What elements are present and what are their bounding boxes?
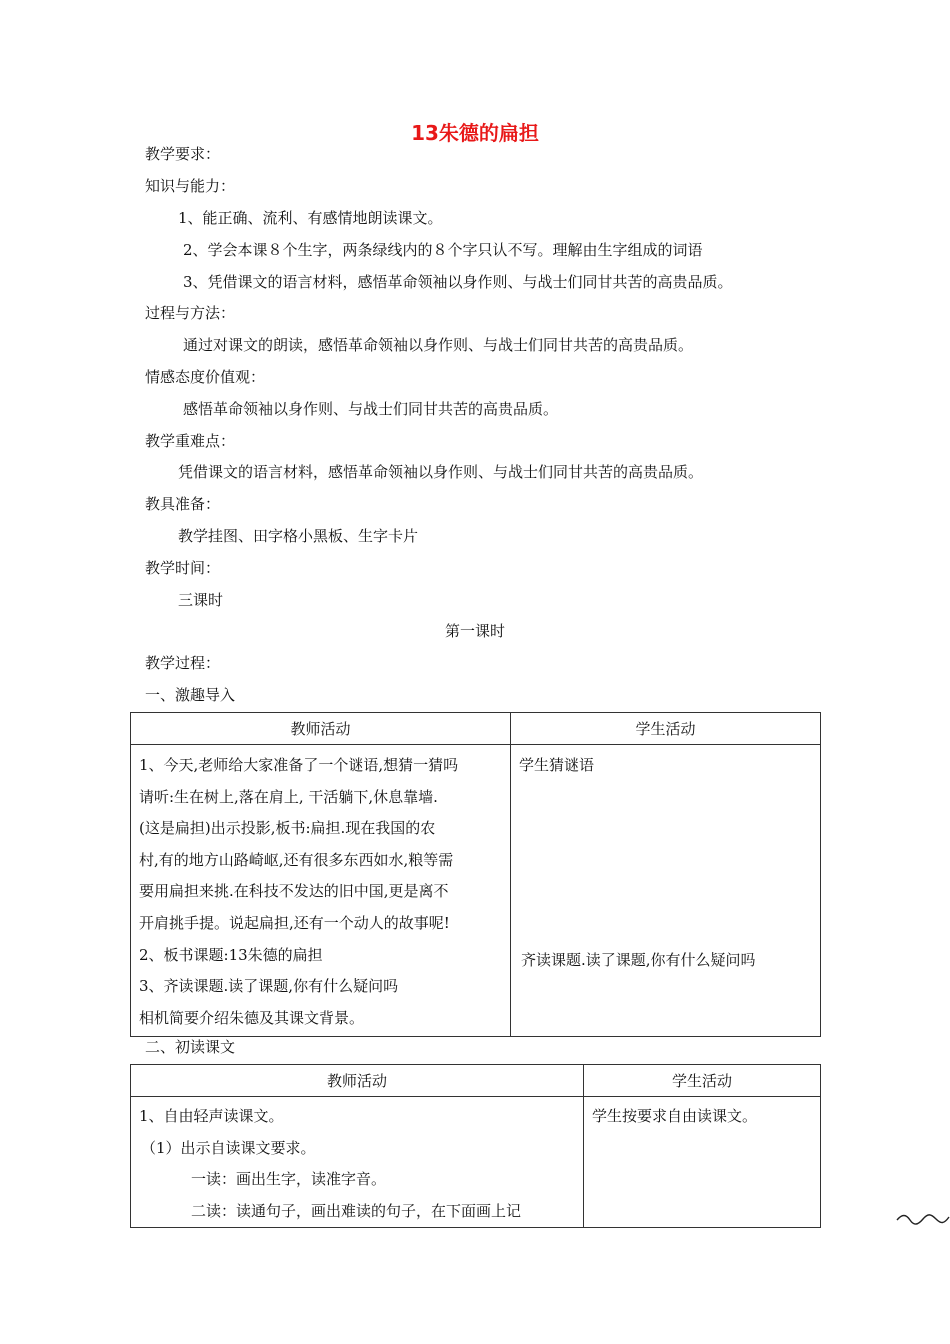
teacher-line: 一读：画出生字，读准字音。: [191, 1170, 387, 1189]
teacher-line: 相机简要介绍朱德及其课文背景。: [139, 1008, 365, 1027]
part-2-heading: 二、初读课文: [145, 1038, 236, 1056]
emotion-text: 感悟革命领袖以身作则、与战士们同甘共苦的高贵品质。: [183, 400, 559, 418]
student-activity-cell: [511, 745, 821, 1037]
heading-time: 教学时间：: [145, 559, 221, 577]
document-title: 13朱德的扁担: [411, 121, 539, 145]
teacher-activity-header: 教师活动: [131, 1065, 584, 1097]
key-points-text: 凭借课文的语言材料，感悟革命领袖以身作则、与战士们同甘共苦的高贵品质。: [178, 463, 704, 481]
process-text: 通过对课文的朗读，感悟革命领袖以身作则、与战士们同甘共苦的高贵品质。: [183, 336, 694, 354]
time-text: 三课时: [178, 591, 224, 609]
student-line: 齐读课题.读了课题,你有什么疑问吗: [521, 951, 756, 969]
student-activity-cell: [584, 1097, 821, 1228]
knowledge-item-3: 3、凭借课文的语言材料，感悟革命领袖以身作则、与战士们同甘共苦的高贵品质。: [183, 273, 733, 291]
teacher-line: （1）出示自读课文要求。: [141, 1138, 316, 1157]
lesson-heading: 第一课时: [444, 622, 505, 640]
teacher-activity-cell: [131, 1097, 584, 1228]
teacher-line: 村,有的地方山路崎岖,还有很多东西如水,粮等需: [139, 850, 454, 869]
knowledge-item-1: 1、能正确、流利、有感情地朗读课文。: [178, 209, 443, 227]
heading-requirements: 教学要求：: [145, 145, 221, 163]
student-activity-header: 学生活动: [584, 1065, 821, 1097]
part-1-heading: 一、激趣导入: [145, 686, 236, 704]
teacher-line: 3、齐读课题.读了课题,你有什么疑问吗: [139, 977, 399, 996]
heading-knowledge: 知识与能力：: [145, 177, 236, 195]
teacher-line: 请听:生在树上,落在肩上, 干活躺下,休息靠墙.: [139, 787, 438, 806]
student-line: 学生猜谜语: [519, 756, 595, 774]
teacher-line: 二读：读通句子，画出难读的句子，在下面画上记: [191, 1201, 522, 1220]
heading-steps: 教学过程：: [145, 654, 221, 672]
activity-table-1: [130, 712, 821, 1037]
teacher-line: 1、今天,老师给大家准备了一个谜语,想猜一猜吗: [139, 756, 459, 774]
teacher-line: (这是扁担)出示投影,板书:扁担.现在我国的农: [139, 819, 436, 838]
activity-table-2: [130, 1064, 821, 1228]
teacher-activity-cell: [131, 745, 511, 1037]
wave-mark-icon: [896, 1212, 950, 1226]
knowledge-item-2: 2、学会本课８个生字，两条绿线内的８个字只认不写。理解由生字组成的词语: [183, 241, 703, 259]
student-line: 学生按要求自由读课文。: [592, 1107, 758, 1125]
teacher-line: 1、自由轻声读课文。: [139, 1107, 284, 1125]
teacher-line: 开肩挑手提。说起扁担,还有一个动人的故事呢!: [139, 913, 450, 932]
teacher-line: 2、板书课题:13朱德的扁担: [139, 945, 323, 964]
teacher-activity-header: 教师活动: [131, 713, 511, 745]
teacher-line: 要用扁担来挑.在科技不发达的旧中国,更是离不: [139, 882, 449, 901]
tools-text: 教学挂图、田字格小黑板、生字卡片: [178, 527, 419, 545]
heading-process: 过程与方法：: [145, 304, 236, 322]
heading-tools: 教具准备：: [145, 495, 221, 513]
student-activity-header: 学生活动: [511, 713, 821, 745]
heading-emotion: 情感态度价值观：: [145, 368, 266, 386]
heading-key-points: 教学重难点：: [145, 432, 236, 450]
